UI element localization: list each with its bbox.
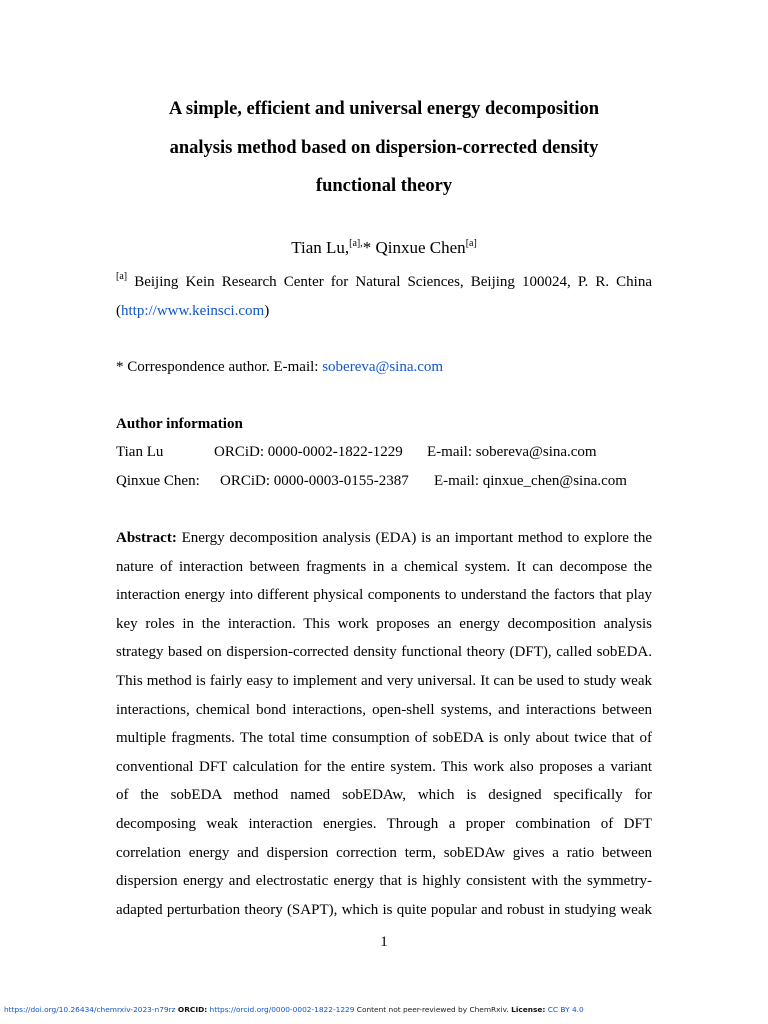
- license-link[interactable]: CC BY 4.0: [547, 1005, 584, 1014]
- corresponding-marker: *: [362, 238, 372, 257]
- author-name: Qinxue Chen: [375, 238, 466, 257]
- url-close: ): [264, 302, 270, 319]
- abstract-line: conventional DFT calculation for the entire system. This work also proposes a variant: [116, 758, 652, 775]
- affiliation-marker: [a]: [116, 271, 128, 282]
- abstract-line: adapted perturbation theory (SAPT), which is quite popular and robust in studying weak: [116, 901, 652, 918]
- title-line: analysis method based on dispersion-corrected density: [169, 137, 599, 158]
- abstract-line: interaction energy into different physical components to understand the factors that play: [116, 587, 652, 604]
- author-info-email: E-mail: qinxue_chen@sina.com: [434, 473, 627, 489]
- affiliation-text: Beijing Kein Research Center for Natural Sciences, Beijing 100024, P. R. China: [134, 274, 653, 290]
- author-information-heading: Author information: [116, 416, 243, 432]
- affiliation: [116, 268, 652, 325]
- abstract-line: key roles in the interaction. This work proposes an energy decomposition analysis: [116, 615, 652, 632]
- author-info-email: E-mail: sobereva@sina.com: [427, 444, 597, 460]
- abstract-line: strategy based on dispersion-corrected density functional theory (DFT), called sobEDA.: [116, 644, 652, 661]
- author-info-name: Tian Lu: [116, 444, 164, 460]
- abstract-line: correlation energy and dispersion correction term, sobEDAw gives a ratio between: [116, 844, 652, 861]
- affiliation-url-link[interactable]: http://www.keinsci.com: [121, 302, 265, 319]
- abstract-line: multiple fragments. The total time consumption of sobEDA is only about twice that of: [116, 730, 652, 747]
- doi-link[interactable]: https://doi.org/10.26434/chemrxiv-2023-n79rz: [4, 1005, 176, 1014]
- correspondence-label: * Correspondence author. E-mail:: [116, 359, 319, 375]
- title-line: functional theory: [315, 176, 453, 196]
- author-info-name: Qinxue Chen:: [116, 473, 200, 489]
- abstract-line: interactions, chemical bond interactions, open-shell systems, and interactions between: [116, 701, 652, 718]
- abstract-line: nature of interaction between fragments in a chemical system. It can decompose the: [116, 558, 652, 575]
- abstract-heading: Abstract:: [116, 530, 177, 546]
- page-number: 1: [380, 934, 388, 950]
- abstract-line: dispersion energy and electrostatic energy that is highly consistent with the symmetry-: [116, 873, 652, 890]
- correspondence-email-link[interactable]: sobereva@sina.com: [322, 359, 444, 375]
- abstract: [116, 524, 652, 924]
- abstract-line: decomposing weak interaction energies. Through a proper combination of DFT: [116, 815, 652, 832]
- chemrxiv-footer: [4, 1005, 584, 1015]
- abstract-line: Abstract: Energy decomposition analysis (EDA) is an important method to explore the: [116, 530, 652, 546]
- license-label: License:: [511, 1005, 546, 1014]
- affiliation-marker: [a]: [465, 238, 477, 249]
- author-info-orcid: ORCiD: 0000-0002-1822-1229: [214, 444, 403, 460]
- orcid-label: ORCID:: [177, 1005, 208, 1014]
- author-name: Tian Lu,: [291, 238, 350, 257]
- paper-title: [100, 90, 668, 206]
- abstract-line: of the sobEDA method named sobEDAw, which is designed specifically for: [116, 787, 652, 804]
- peer-review-notice: Content not peer-reviewed by ChemRxiv.: [356, 1005, 509, 1014]
- orcid-link[interactable]: https://orcid.org/0000-0002-1822-1229: [209, 1005, 355, 1014]
- author-list: [100, 236, 668, 260]
- correspondence: [116, 353, 652, 382]
- title-line: A simple, efficient and universal energy decomposition: [168, 99, 600, 119]
- author-info-orcid: ORCiD: 0000-0003-0155-2387: [220, 473, 409, 489]
- url-open: (: [116, 302, 121, 319]
- affiliation-marker: [a],: [349, 238, 363, 249]
- abstract-line: This method is fairly easy to implement and very universal. It can be used to study weak: [116, 672, 652, 689]
